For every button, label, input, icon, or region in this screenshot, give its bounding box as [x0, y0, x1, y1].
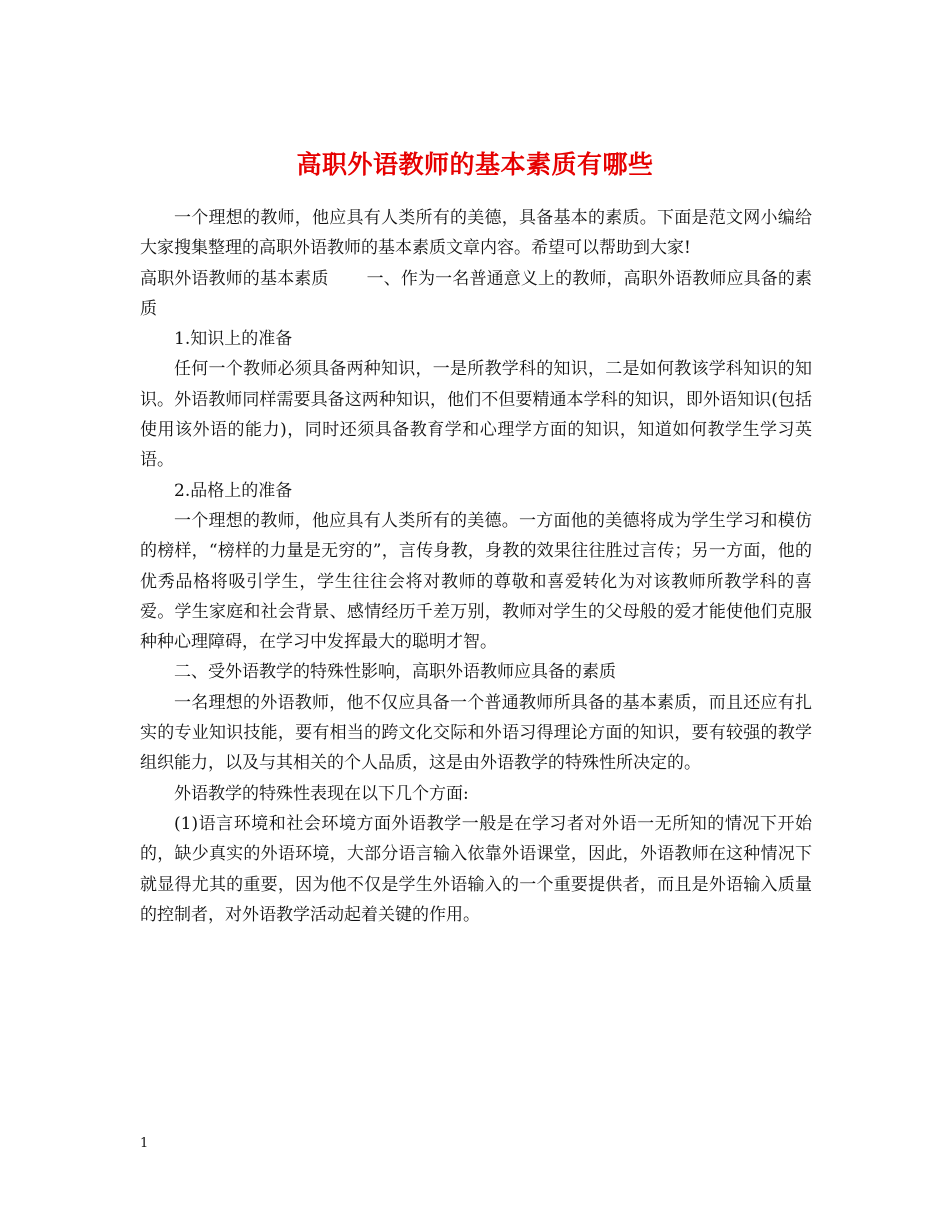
item-1-paragraph: (1)语言环境和社会环境方面外语教学一般是在学习者对外语一无所知的情况下开始的，缺少真实的外语环境，大部分语言输入依靠外语课堂，因此，外语教师在这种情况下就显得尤其的重要，因为他不仅是学生外语输入的一个重要提供者，而且是外语输入质量的控制者，对外语教学活动起着关键的作用。 [140, 813, 812, 925]
section-2-title: 2.品格上的准备 [174, 480, 293, 501]
section-1-title: 1.知识上的准备 [174, 329, 293, 350]
part-1-title: 一、作为一名普通意义上的教师，高职外语教师应具备的素质 [140, 268, 813, 319]
heading-label: 高职外语教师的基本素质 [140, 268, 329, 289]
part-2-title: 二、受外语教学的特殊性影响，高职外语教师应具备的素质 [174, 662, 616, 683]
document-body [140, 203, 812, 930]
document-title: 高职外语教师的基本素质有哪些 [296, 149, 654, 179]
section-1-paragraph: 任何一个教师必须具备两种知识，一是所教学科的知识，二是如何教该学科知识的知识。外语教师同样需要具备这两种知识，他们不但要精通本学科的知识，即外语知识(包括使用该外语的能力)，同时还须具备教育学和心理学方面的知识，知道如何教学生学习英语。 [140, 359, 812, 471]
section-2-paragraph: 一个理想的教师，他应具有人类所有的美德。一方面他的美德将成为学生学习和模仿的榜样，“榜样的力量是无穷的”，言传身教，身教的效果往往胜过言传；另一方面，他的优秀品格将吸引学生，学生往往会将对教师的尊敬和喜爱转化为对该教师所教学科的喜爱。学生家庭和社会背景、感情经历千差万别，教师对学生的父母般的爱才能使他们克服种种心理障碍，在学习中发挥最大的聪明才智。 [140, 510, 812, 653]
part-2-paragraph: 一名理想的外语教师，他不仅应具备一个普通教师所具备的基本素质，而且还应有扎实的专业知识技能，要有相当的跨文化交际和外语习得理论方面的知识，要有较强的教学组织能力，以及与其相关的个人品质，这是由外语教学的特殊性所决定的。 [140, 692, 812, 774]
special-intro-paragraph: 外语教学的特殊性表现在以下几个方面: [174, 783, 469, 804]
intro-paragraph: 一个理想的教师，他应具有人类所有的美德，具备基本的素质。下面是范文网小编给大家搜集整理的高职外语教师的基本素质文章内容。希望可以帮助到大家! [140, 208, 812, 259]
page-number: 1 [140, 1136, 149, 1151]
heading-paragraph [140, 264, 812, 325]
